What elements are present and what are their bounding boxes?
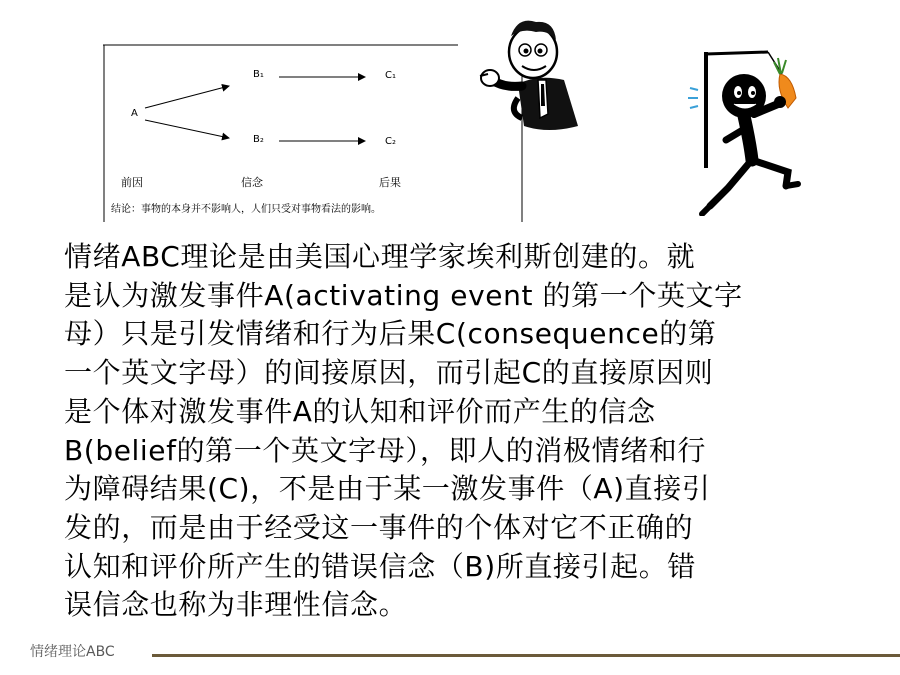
arrow-a-to-b2 (145, 120, 229, 138)
stick-figure-carrot-icon (688, 48, 806, 216)
abc-diagram (103, 44, 523, 224)
footer-rule (152, 654, 900, 657)
pointing-man-icon (478, 14, 588, 136)
body-line: 母）只是引发情绪和行为后果C(consequence的第 (64, 317, 717, 351)
body-line: 一个英文字母）的间接原因，而引起C的直接原因则 (64, 356, 714, 390)
body-line: 是认为激发事件A(activating event 的第一个英文字 (64, 278, 743, 312)
node-a: A (131, 108, 138, 119)
body-line: 情绪ABC理论是由美国心理学家埃利斯创建的。就 (64, 240, 696, 273)
body-paragraph (64, 238, 874, 625)
body-line: B(belief的第一个英文字母），即人的消极情绪和行 (64, 433, 706, 467)
node-b1: B₁ (253, 69, 264, 80)
abc-diagram-lines (103, 44, 523, 224)
node-c1: C₁ (385, 70, 396, 81)
label-consequence: 后果 (379, 176, 401, 189)
body-line: 为障碍结果(C)，不是由于某一激发事件（A)直接引 (64, 472, 711, 506)
label-belief: 信念 (241, 176, 263, 189)
footer-title: 情绪理论ABC (30, 644, 115, 660)
arrow-a-to-b1 (145, 86, 229, 108)
body-line: 发的，而是由于经受这一事件的个体对它不正确的 (64, 510, 694, 544)
diagram-conclusion: 结论：事物的本身并不影响人，人们只受对事物看法的影响。 (111, 204, 381, 215)
body-line: 是个体对激发事件A的认知和评价而产生的信念 (64, 394, 656, 428)
label-antecedent: 前因 (121, 176, 143, 189)
node-c2: C₂ (385, 136, 396, 147)
body-line: 误信念也称为非理性信念。 (64, 588, 408, 622)
body-line: 认知和评价所产生的错误信念（B)所直接引起。错 (64, 549, 696, 583)
node-b2: B₂ (253, 134, 264, 145)
